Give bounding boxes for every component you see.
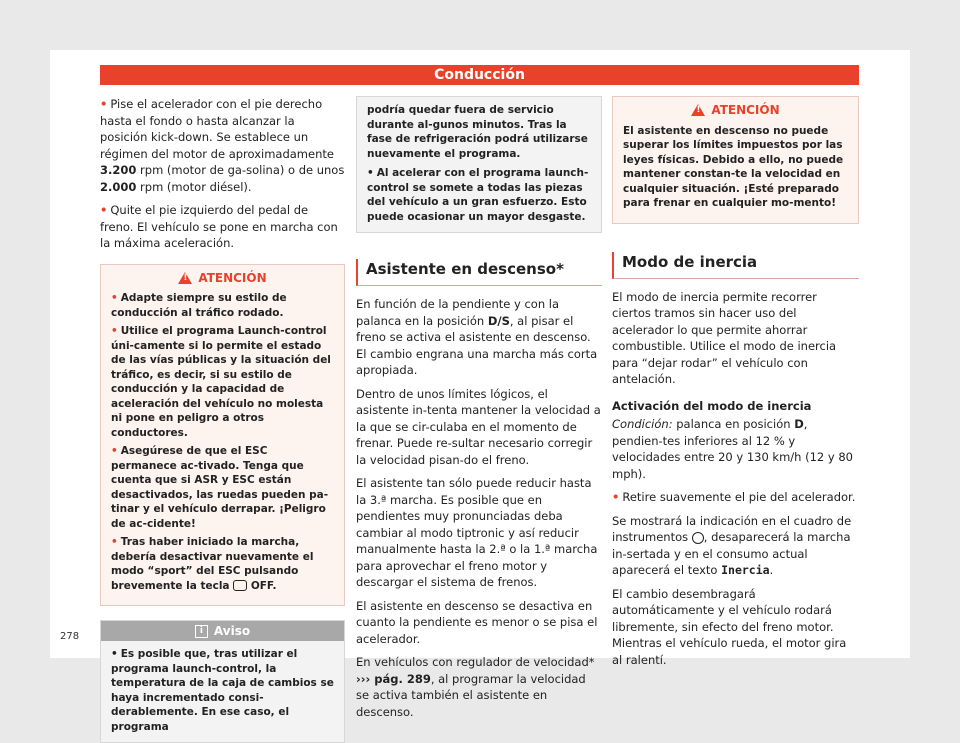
bullet-icon: • [612,490,620,504]
warning-text: El asistente en descenso no puede superar los límites impuestos por las leyes físicas. Debido a ello, no puede mantener constan-te la velocidad en cualquier situación. ¡Esté preparado para frenar en cualquier mo-mento! [623,124,844,209]
warning-item: • Asegúrese de que el ESC permanece ac-tivado. Tenga que cuenta que si ASR y ESC están desactivados, las ruedas pueden pa-tinar y el vehículo derrapar. ¡Peligro de ac-cidente! [111,445,329,530]
paragraph: En función de la pendiente y con la palanca en la posición D/S, al pisar el freno se activa el asistente en descenso. El cambio engrana una marcha más corta apropiada. [356,297,598,377]
warning-box [612,96,859,224]
subheading: Activación del modo de inercia [612,398,812,413]
warning-triangle-icon [691,104,705,116]
note-item: • Es posible que, tras utilizar el programa launch-control, la temperatura de la caja de cambios se haya incrementado consi-derablemente. En ese caso, el programa [111,648,334,733]
paragraph: El cambio desembragará automáticamente y el vehículo rodará libremente, sin efecto del freno motor. Mientras el vehículo rueda, el motor gira al ralentí. [612,586,847,667]
bullet-icon: • [367,167,374,179]
section-title-coasting-mode: Modo de inercia [612,252,859,279]
page-number: 278 [60,631,80,642]
warning-box [100,264,345,607]
warning-title: ! ATENCIÓN [623,103,848,118]
bullet-icon: • [111,292,118,304]
info-icon: i [195,625,208,638]
bullet-icon: • [100,203,108,217]
paragraph-kickdown: • Pise el acelerador con el pie derecho hasta el fondo o hasta alcanzar la posición kick-down. Se establece un régimen del motor de aproximadamente 3.200 rpm (motor de ga-solina) o de unos 2.000 rpm (motor diésel). [100,97,345,194]
esc-car-icon [233,580,247,591]
bullet-icon: • [111,648,118,660]
page-reference-link[interactable]: ››› pág. 289 [356,671,431,686]
warning-item: • Adapte siempre su estilo de conducción al tráfico rodado. [111,292,287,319]
coasting-gauge-icon [692,532,704,544]
paragraph: Se mostrará la indicación en el cuadro de instrumentos , desaparecerá la marcha in-sertada y en el consumo actual aparecerá el texto Inercia. [612,513,852,577]
column-1 [100,96,345,743]
warning-title: ! ATENCIÓN [111,271,334,286]
bullet-icon: • [100,97,108,111]
column-3 [612,96,859,675]
bullet-icon: • [111,325,118,337]
paragraph: En vehículos con regulador de velocidad* ››› pág. 289, al programar la velocidad se activa también el asistente en descenso. [356,655,595,719]
warning-item: • Tras haber iniciado la marcha, debería desactivar nuevamente el modo “sport” del ESC pulsando brevemente la tecla OFF. [111,536,314,592]
chapter-header: Conducción [100,65,859,85]
paragraph-condition: Condición: palanca en posición D, pendien-tes inferiores al 12 % y velocidades entre 20 y 130 km/h (12 y 80 mph). [612,417,853,481]
note-box [100,620,345,743]
paragraph: El asistente tan sólo puede reducir hasta la 3.ª marcha. Es posible que en pendientes muy pronunciadas deba cambiar al modo tiptronic y así reducir manualmente hasta la 2.ª o la 1.ª marcha para aprovechar el freno motor y descargar el sistema de frenos. [356,476,598,589]
bullet-item: • Retire suavemente el pie del acelerador. [612,490,856,504]
note-item: • Al acelerar con el programa launch-control se somete a todas las piezas del vehículo a un gran esfuerzo. Esto puede ocasionar un mayor desgaste. [367,167,589,223]
paragraph-release-brake: • Quite el pie izquierdo del pedal de freno. El vehículo se pone en marcha con la máxima aceleración. [100,203,338,250]
paragraph: El asistente en descenso se desactiva en cuanto la pendiente es menor o se pisa el acelerador. [356,598,598,646]
warning-triangle-icon [178,272,192,284]
note-title: i Aviso [101,621,344,641]
bullet-icon: • [111,445,118,457]
paragraph: Dentro de unos límites lógicos, el asistente in-tenta mantener la velocidad a la que se cir-culaba en el momento de frenar. Puede re-sultar necesario corregir la velocidad pisan-do el freno. [356,386,601,467]
note-continued-text: podría quedar fuera de servicio durante al-gunos minutos. Tras la fase de refrigeración podrá utilizarse nuevamente el programa. [367,104,588,160]
section-title-descent-assist: Asistente en descenso* [356,259,602,286]
note-box-continued [356,96,602,233]
warning-item: • Utilice el programa Launch-control úni-camente si lo permite el estado de las vías públicas y la situación del tráfico, es decir, si su estilo de conducción y la capacidad de aceleración del vehículo no molesta ni pone en peligro a otros conductores. [111,325,331,439]
column-2 [356,96,602,727]
paragraph: El modo de inercia permite recorrer ciertos tramos sin hacer uso del acelerador lo que permite ahorrar combustible. Utilice el modo de inercia para “dejar rodar” el vehículo con antelación. [612,289,837,386]
bullet-icon: • [111,536,118,548]
